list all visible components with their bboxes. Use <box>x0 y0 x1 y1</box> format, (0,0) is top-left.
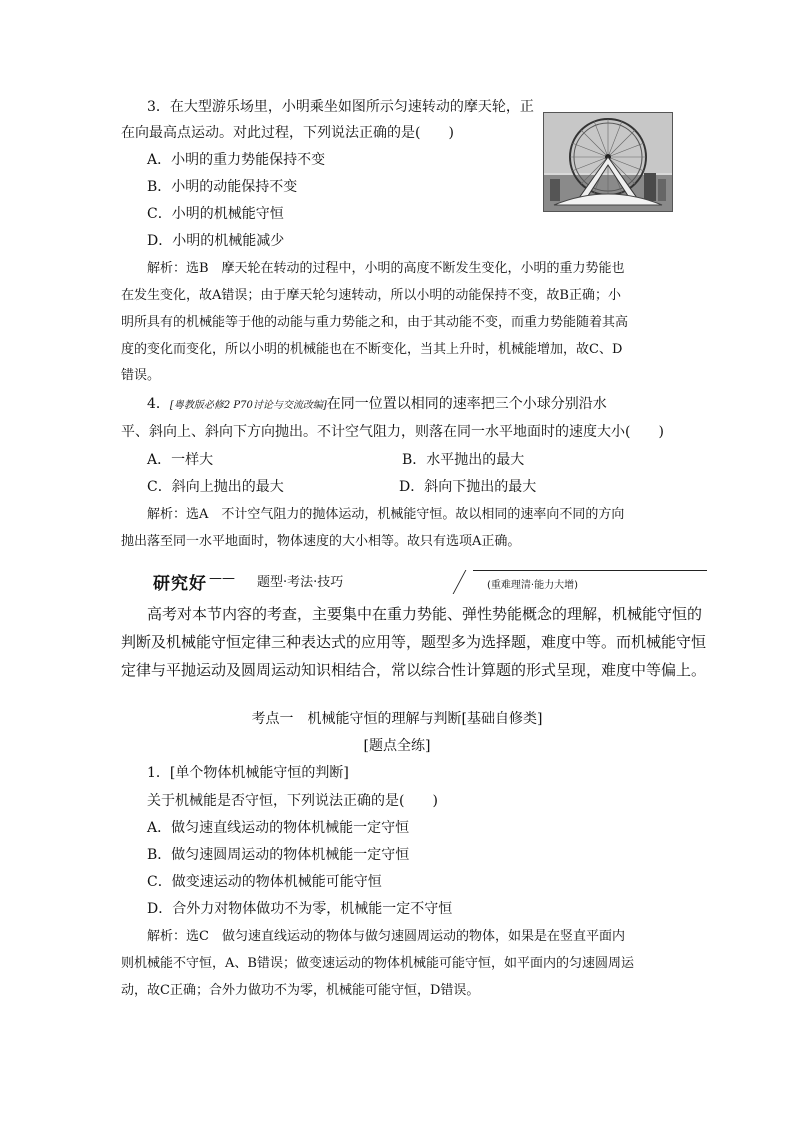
q3-analysis-line5: 错误。 <box>121 368 161 383</box>
intro-line3: 定律与平抛运动及圆周运动知识相结合，常以综合性计算题的形式呈现，难度中等偏上。 <box>121 661 707 679</box>
q4-option-c: C．斜向上抛出的最大 <box>147 479 284 495</box>
q4-option-a: A．一样大 <box>147 452 214 468</box>
q3-stem-line1: 3．在大型游乐场里，小明乘坐如图所示匀速转动的摩天轮，正 <box>147 99 534 115</box>
q3-option-d: D．小明的机械能减少 <box>147 233 285 249</box>
q1-option-a: A．做匀速直线运动的物体机械能一定守恒 <box>147 820 410 836</box>
section-divider-slant <box>453 570 467 594</box>
section-subtitle: 题型·考法·技巧 <box>257 575 344 590</box>
q4-option-b: B．水平抛出的最大 <box>402 452 525 468</box>
q1-analysis-line3: 动，故C正确；合外力做功不为零，机械能可能守恒，D错误。 <box>121 983 480 998</box>
q4-stem-line2: 平、斜向上、斜向下方向抛出。不计空气阻力，则落在同一水平地面时的速度大小( ) <box>121 424 664 440</box>
q3-option-b: B．小明的动能保持不变 <box>147 179 298 195</box>
q3-stem-line2: 在向最高点运动。对此过程，下列说法正确的是( ) <box>121 125 454 141</box>
kaodian-heading: 考点一 机械能守恒的理解与判断[基础自修类] <box>251 711 543 727</box>
q4-stem-rest: 在同一位置以相同的速率把三个小球分别沿水 <box>326 396 607 412</box>
q1-stem: 关于机械能是否守恒，下列说法正确的是( ) <box>147 793 438 809</box>
section-divider-line <box>473 570 707 571</box>
q1-option-c: C．做变速运动的物体机械能可能守恒 <box>147 874 382 890</box>
q4-stem-line1 <box>147 394 607 416</box>
section-dash: —— <box>209 571 235 586</box>
q1-analysis-line1: 解析：选C 做匀速直线运动的物体与做匀速圆周运动的物体，如果是在竖直平面内 <box>147 929 625 944</box>
kaodian-subheading: [题点全练] <box>363 738 431 754</box>
intro-line1: 高考对本节内容的考查，主要集中在重力势能、弹性势能概念的理解，机械能守恒的 <box>147 605 703 623</box>
section-right-note: (重难理清·能力大增) <box>487 580 578 591</box>
q4-number: 4． <box>147 396 170 412</box>
q3-analysis-line3: 明所具有的机械能等于他的动能与重力势能之和，由于其动能不变，而重力势能随着其高 <box>121 315 629 330</box>
section-title: 研究好 <box>153 574 207 594</box>
q1-option-d: D．合外力对物体做功不为零，机械能一定不守恒 <box>147 901 453 917</box>
q3-analysis-line2: 在发生变化，故A错误；由于摩天轮匀速转动，所以小明的动能保持不变，故B正确；小 <box>121 288 621 303</box>
q4-source-tag: [粤教版必修2 P70讨论与交流改编] <box>169 400 327 411</box>
q4-option-d: D．斜向下抛出的最大 <box>399 479 537 495</box>
q1-analysis-line2: 则机械能不守恒，A、B错误；做变速运动的物体机械能可能守恒，如平面内的匀速圆周运 <box>121 956 634 971</box>
ferris-wheel-image <box>543 112 673 212</box>
q3-analysis-line4: 度的变化而变化，所以小明的机械能也在不断变化，当其上升时，机械能增加，故C、D <box>121 342 623 357</box>
intro-line2: 判断及机械能守恒定律三种表达式的应用等，题型多为选择题，难度中等。而机械能守恒 <box>121 633 707 651</box>
q3-option-a: A．小明的重力势能保持不变 <box>147 152 326 168</box>
q4-analysis-line1: 解析：选A 不计空气阻力的抛体运动，机械能守恒。故以相同的速率向不同的方向 <box>147 507 625 522</box>
q3-option-c: C．小明的机械能守恒 <box>147 206 284 222</box>
q1-option-b: B．做匀速圆周运动的物体机械能一定守恒 <box>147 847 410 863</box>
q1-number-tag: 1．[单个物体机械能守恒的判断] <box>147 765 349 781</box>
q3-analysis-line1: 解析：选B 摩天轮在转动的过程中，小明的高度不断发生变化，小明的重力势能也 <box>147 261 625 276</box>
section-title-bar <box>147 567 707 593</box>
q4-analysis-line2: 抛出落至同一水平地面时，物体速度的大小相等。故只有选项A正确。 <box>121 534 521 549</box>
